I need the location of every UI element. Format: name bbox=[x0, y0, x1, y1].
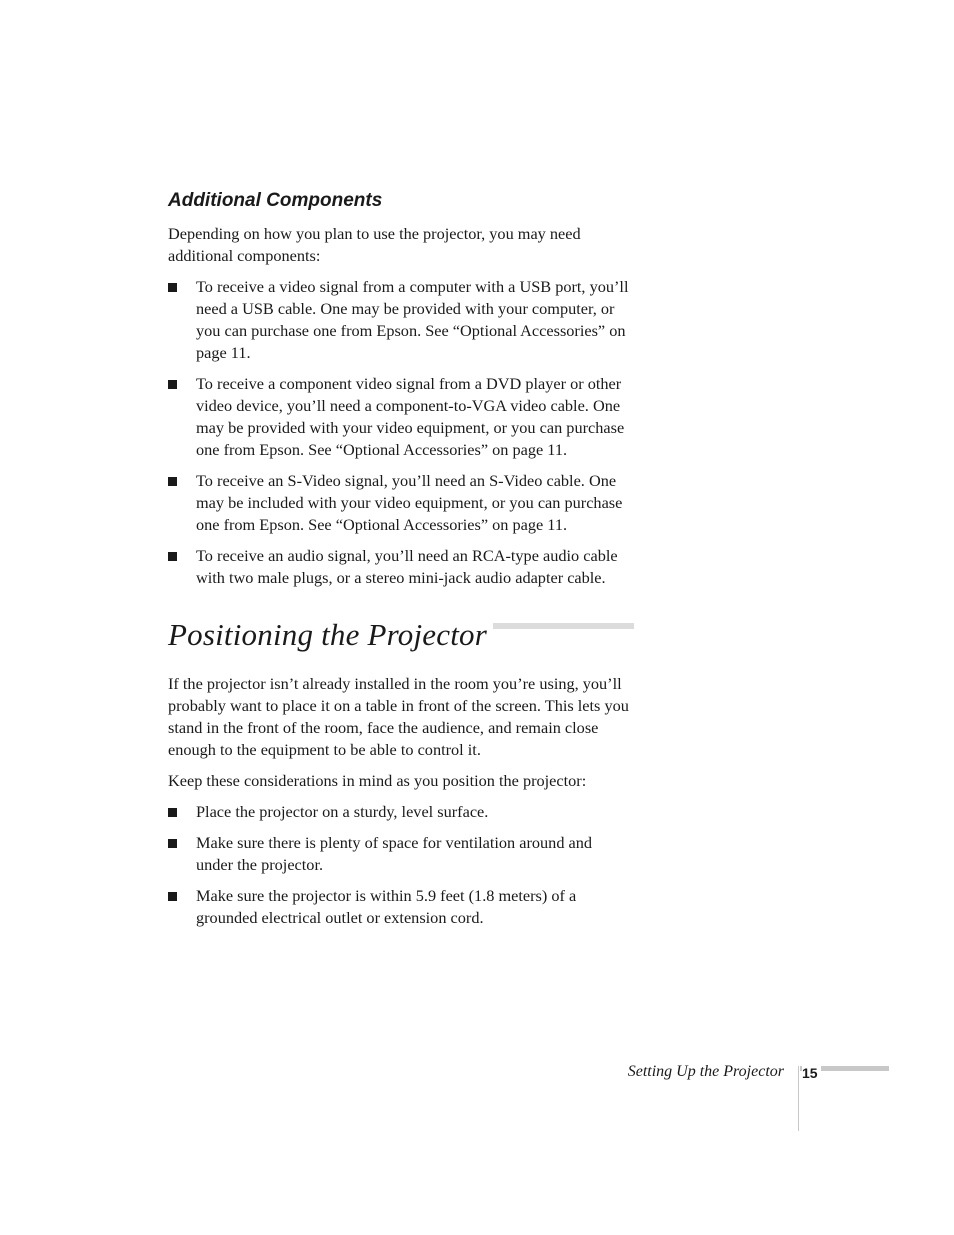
page-content bbox=[168, 188, 632, 938]
square-bullet-icon bbox=[168, 283, 177, 292]
list-item-text: To receive an audio signal, you’ll need an RCA-type audio cable with two male plugs, or a stereo mini-jack audio adapter cable. bbox=[196, 546, 618, 587]
list-item-text: To receive an S-Video signal, you’ll need an S-Video cable. One may be included with your video equipment, or you can purchase one from Epson. See “Optional Accessories” on page 11. bbox=[196, 471, 623, 534]
positioning-paragraph-2: Keep these considerations in mind as you position the projector: bbox=[168, 771, 587, 790]
list-item bbox=[168, 885, 632, 929]
footer-chapter-title: Setting Up the Projector bbox=[627, 1063, 784, 1080]
list-item bbox=[168, 470, 632, 536]
square-bullet-icon bbox=[168, 552, 177, 561]
page-number: 15 bbox=[802, 1063, 821, 1083]
positioning-heading: Positioning the Projector bbox=[168, 613, 493, 657]
list-item bbox=[168, 276, 632, 364]
positioning-paragraph-1: If the projector isn’t already installed in the room you’re using, you’ll probably want to place it on a table in front of the screen. This lets you stand in the front of the room, face the audience, and remain close enough to the equipment to be able to control it. bbox=[168, 674, 629, 759]
list-item-text: Make sure the projector is within 5.9 feet (1.8 meters) of a grounded electrical outlet or extension cord. bbox=[196, 886, 577, 927]
footer-vertical-rule bbox=[798, 1066, 799, 1131]
list-item bbox=[168, 545, 632, 589]
additional-components-heading: Additional Components bbox=[168, 190, 383, 211]
square-bullet-icon bbox=[168, 839, 177, 848]
additional-components-intro: Depending on how you plan to use the projector, you may need additional components: bbox=[168, 224, 581, 265]
positioning-heading-block bbox=[168, 617, 632, 665]
list-item-text: To receive a video signal from a computer with a USB port, you’ll need a USB cable. One may be provided with your computer, or you can purchase one from Epson. See “Optional Accessories” on page 11. bbox=[196, 277, 629, 362]
list-item-text: To receive a component video signal from a DVD player or other video device, you’ll need a component-to-VGA video cable. One may be provided with your video equipment, or you can purchase one from Epson. See “Optional Accessories” on page 11. bbox=[196, 374, 625, 459]
additional-components-list bbox=[168, 276, 632, 589]
square-bullet-icon bbox=[168, 380, 177, 389]
list-item-text: Make sure there is plenty of space for ventilation around and under the projector. bbox=[196, 833, 593, 874]
square-bullet-icon bbox=[168, 477, 177, 486]
square-bullet-icon bbox=[168, 892, 177, 901]
list-item bbox=[168, 832, 632, 876]
list-item-text: Place the projector on a sturdy, level surface. bbox=[196, 802, 489, 821]
positioning-list bbox=[168, 801, 632, 929]
square-bullet-icon bbox=[168, 808, 177, 817]
list-item bbox=[168, 801, 632, 823]
list-item bbox=[168, 373, 632, 461]
